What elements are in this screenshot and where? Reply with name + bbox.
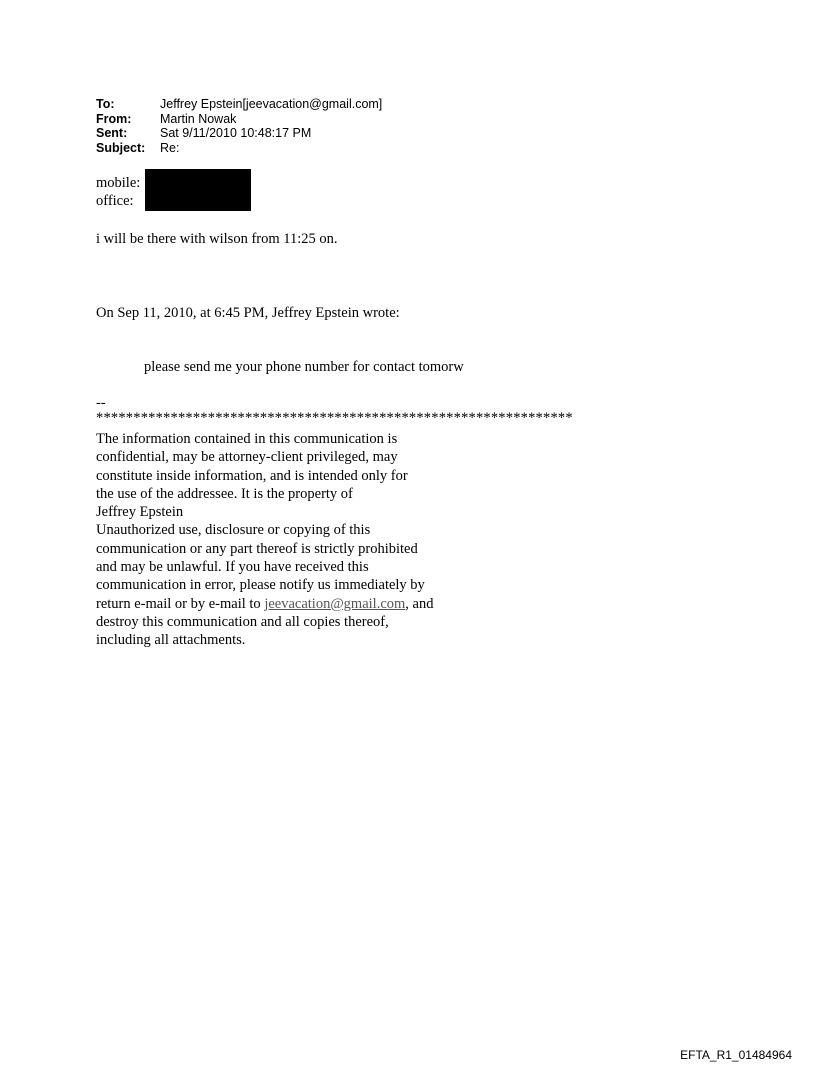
subject-row <box>96 141 382 156</box>
disclaimer-line: Jeffrey Epstein <box>96 504 184 521</box>
sent-label: Sent: <box>96 126 128 140</box>
signature-stars: **************************************************************** <box>96 410 573 426</box>
email-header <box>96 97 382 155</box>
quoted-attribution: On Sep 11, 2010, at 6:45 PM, Jeffrey Epstein wrote: <box>96 305 400 321</box>
disclaimer-line: communication in error, please notify us immediately by <box>96 577 425 594</box>
sent-value: Sat 9/11/2010 10:48:17 PM <box>160 126 312 140</box>
disclaimer-line: constitute inside information, and is intended only for <box>96 467 408 484</box>
subject-label: Subject: <box>96 140 146 155</box>
message-text: i will be there with wilson from 11:25 on. <box>96 231 338 247</box>
contact-block <box>96 174 140 211</box>
disclaimer-line: Unauthorized use, disclosure or copying of this <box>96 522 371 539</box>
disclaimer-line: the use of the addressee. It is the property of <box>96 485 353 502</box>
office-label: office: <box>96 193 134 210</box>
subject-value: Re: <box>160 140 180 155</box>
disclaimer-line: The information contained in this communication is <box>96 431 398 447</box>
document-id: EFTA_R1_01484964 <box>680 1048 792 1062</box>
quoted-message: please send me your phone number for contact tomorw <box>144 359 464 375</box>
sent-row <box>96 126 382 141</box>
to-row <box>96 97 382 112</box>
disclaimer-line <box>96 595 433 613</box>
to-value: Jeffrey Epstein[jeevacation@gmail.com] <box>160 97 383 111</box>
disclaimer-line-suffix: , and <box>405 595 434 612</box>
disclaimer-line-prefix: return e-mail or by e-mail to <box>96 595 265 612</box>
mobile-label: mobile: <box>96 175 141 191</box>
disclaimer-line: and may be unlawful. If you have received this <box>96 559 369 576</box>
confidentiality-disclaimer <box>96 430 433 650</box>
to-label: To: <box>96 97 115 111</box>
disclaimer-line: confidential, may be attorney-client privileged, may <box>96 449 398 466</box>
from-label: From: <box>96 111 132 126</box>
signature-dashes: -- <box>96 395 106 411</box>
from-row <box>96 112 382 127</box>
from-value: Martin Nowak <box>160 111 237 126</box>
disclaimer-line: communication or any part thereof is strictly prohibited <box>96 540 418 557</box>
disclaimer-line: including all attachments. <box>96 632 246 649</box>
email-link[interactable]: jeevacation@gmail.com <box>264 595 406 612</box>
redaction-box <box>145 169 251 211</box>
disclaimer-line: destroy this communication and all copies thereof, <box>96 613 389 630</box>
